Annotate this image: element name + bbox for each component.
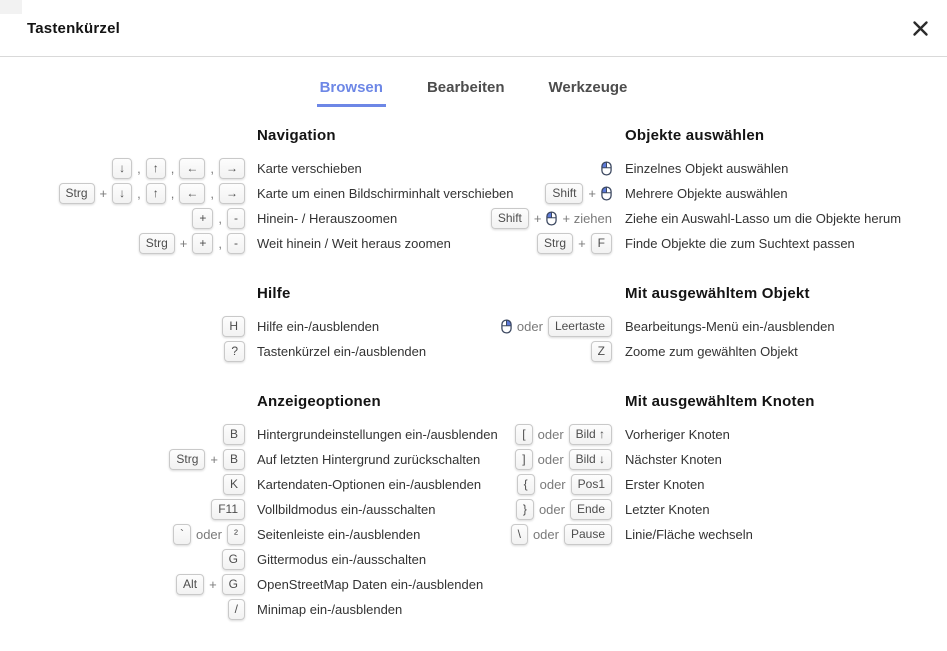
shortcut-keys — [0, 474, 245, 495]
shortcut-keys — [473, 524, 612, 545]
shortcut-description: Einzelnes Objekt auswählen — [625, 161, 789, 176]
shortcut-keys — [0, 424, 245, 445]
shortcut-keys — [0, 499, 245, 520]
tab-werkzeuge[interactable]: Werkzeuge — [545, 77, 630, 107]
section-title: Hilfe — [257, 285, 291, 302]
tab-bearbeiten[interactable]: Bearbeiten — [424, 77, 508, 107]
key-separator: , — [137, 186, 141, 201]
shortcut-keys — [473, 499, 612, 520]
key-separator: + — [578, 236, 586, 251]
shortcut-keys — [0, 183, 245, 204]
key-separator: , — [170, 186, 175, 201]
section-mit-ausgewaehltem-knoten — [473, 393, 947, 547]
shortcut-row — [0, 422, 498, 447]
keyboard-key: Z — [591, 341, 612, 362]
mouse-right-click-icon — [501, 319, 512, 334]
keyboard-key: - — [227, 208, 245, 229]
shortcut-description: Vorheriger Knoten — [625, 427, 730, 442]
tab-bar — [0, 57, 947, 107]
keyboard-key: / — [228, 599, 245, 620]
section-objekte-auswaehlen — [473, 127, 947, 256]
shortcut-keys — [0, 233, 245, 254]
key-separator: , — [170, 161, 175, 176]
shortcut-keys — [0, 341, 245, 362]
shortcut-row — [0, 314, 473, 339]
keyboard-key: → — [219, 158, 245, 179]
keyboard-key: [ — [515, 424, 532, 445]
shortcut-keys — [0, 158, 245, 179]
shortcut-description: Letzter Knoten — [625, 502, 710, 517]
section-title: Anzeigeoptionen — [257, 393, 381, 410]
shortcut-keys — [473, 341, 612, 362]
keyboard-key: ↓ — [112, 158, 132, 179]
keyboard-key: ] — [515, 449, 532, 470]
dialog-header — [0, 0, 947, 57]
shortcut-description: Hintergrundeinstellungen ein-/ausblenden — [257, 427, 498, 442]
shortcut-keys — [0, 599, 245, 620]
key-separator: + — [209, 577, 217, 592]
shortcut-description: Bearbeitungs-Menü ein-/ausblenden — [625, 319, 835, 334]
shortcut-row — [473, 497, 947, 522]
shortcut-description: Mehrere Objekte auswählen — [625, 186, 788, 201]
keyboard-key: Strg — [59, 183, 95, 204]
key-separator: , — [210, 186, 214, 201]
key-separator: oder — [538, 502, 565, 517]
keyboard-key: { — [517, 474, 535, 495]
keyboard-key: Pos1 — [571, 474, 612, 495]
keyboard-key: ← — [179, 183, 205, 204]
keyboard-key: Alt — [176, 574, 204, 595]
keyboard-key: ` — [173, 524, 191, 545]
shortcut-description: Zoome zum gewählten Objekt — [625, 344, 798, 359]
shortcut-row — [473, 447, 947, 472]
shortcut-description: Auf letzten Hintergrund zurückschalten — [257, 452, 481, 467]
shortcut-description: Karte verschieben — [257, 161, 362, 176]
mouse-left-click-icon — [601, 161, 612, 176]
shortcut-row — [473, 231, 947, 256]
shortcut-description: Erster Knoten — [625, 477, 705, 492]
screen-edge-artifact — [0, 0, 22, 14]
shortcut-keys — [0, 574, 245, 595]
keyboard-key: G — [222, 549, 245, 570]
section-title: Mit ausgewähltem Objekt — [625, 285, 810, 302]
key-separator: + — [179, 236, 188, 251]
key-separator: oder — [532, 527, 559, 542]
key-separator: , — [137, 161, 141, 176]
shortcut-description: Seitenleiste ein-/ausblenden — [257, 527, 421, 542]
keyboard-key: ↑ — [146, 158, 166, 179]
keyboard-key: Shift — [491, 208, 529, 229]
shortcut-row — [473, 339, 947, 364]
section-title: Navigation — [257, 127, 336, 144]
shortcut-description: Tastenkürzel ein-/ausblenden — [257, 344, 427, 359]
shortcut-row — [473, 206, 947, 231]
shortcut-description: Karte um einen Bildschirminhalt verschieben — [257, 186, 514, 201]
dialog-title: Tastenkürzel — [27, 19, 120, 37]
key-separator: oder — [195, 527, 222, 542]
shortcut-keys — [0, 549, 245, 570]
key-separator: + — [99, 186, 108, 201]
section-mit-ausgewaehltem-objekt — [473, 285, 947, 364]
shortcuts-content — [0, 107, 947, 651]
shortcut-row — [0, 472, 482, 497]
keyboard-key: \ — [511, 524, 528, 545]
shortcut-row — [0, 181, 514, 206]
tab-browsen[interactable]: Browsen — [317, 77, 386, 107]
keyboard-key: B — [223, 449, 245, 470]
keyboard-key: F — [591, 233, 612, 254]
shortcut-keys — [0, 524, 245, 545]
shortcut-row — [0, 156, 473, 181]
section-anzeigeoptionen — [0, 393, 498, 622]
keyboard-key: - — [227, 233, 245, 254]
keyboard-key: K — [223, 474, 245, 495]
shortcut-row — [0, 447, 481, 472]
key-separator: , — [218, 236, 222, 251]
keyboard-key: B — [223, 424, 245, 445]
section-title: Mit ausgewähltem Knoten — [625, 393, 815, 410]
shortcut-keys — [473, 474, 612, 495]
keyboard-key: } — [516, 499, 534, 520]
key-separator: + — [533, 211, 542, 226]
key-separator: + ziehen — [562, 211, 612, 226]
shortcut-description: Linie/Fläche wechseln — [625, 527, 753, 542]
shortcut-row — [0, 497, 473, 522]
mouse-left-click-icon — [601, 186, 612, 201]
shortcut-description: Finde Objekte die zum Suchtext passen — [625, 236, 855, 251]
shortcut-row — [473, 156, 947, 181]
keyboard-key: H — [222, 316, 245, 337]
shortcut-description: Weit hinein / Weit heraus zoomen — [257, 236, 451, 251]
keyboard-key: Leertaste — [548, 316, 612, 337]
section-hilfe — [0, 285, 473, 364]
keyboard-key: Ende — [570, 499, 612, 520]
shortcut-row — [473, 314, 947, 339]
shortcut-row — [473, 522, 947, 547]
keyboard-key: Bild ↑ — [569, 424, 612, 445]
key-separator: + — [210, 452, 218, 467]
keyboard-key: G — [222, 574, 245, 595]
keyboard-key: ² — [227, 524, 245, 545]
shortcut-row — [473, 422, 947, 447]
keyboard-key: F11 — [211, 499, 245, 520]
shortcut-row — [0, 206, 473, 231]
shortcut-description: Hilfe ein-/ausblenden — [257, 319, 380, 334]
keyboard-key: ↑ — [146, 183, 166, 204]
key-separator: oder — [539, 477, 566, 492]
keyboard-key: ↓ — [112, 183, 132, 204]
shortcut-row — [0, 339, 473, 364]
shortcut-keys — [0, 449, 245, 470]
shortcut-keys — [473, 316, 612, 337]
shortcut-keys — [0, 316, 245, 337]
key-separator: , — [218, 211, 222, 226]
keyboard-key: Strg — [139, 233, 175, 254]
key-separator: , — [210, 161, 214, 176]
shortcut-description: Hinein- / Herauszoomen — [257, 211, 398, 226]
keyboard-key: ← — [179, 158, 205, 179]
shortcut-description: Vollbildmodus ein-/ausschalten — [257, 502, 436, 517]
shortcut-description: Ziehe ein Auswahl-Lasso um die Objekte herum — [625, 211, 902, 226]
shortcuts-column-right — [473, 127, 947, 651]
shortcut-description: Nächster Knoten — [625, 452, 722, 467]
shortcut-description: Gittermodus ein-/ausschalten — [257, 552, 427, 567]
keyboard-key: Strg — [169, 449, 205, 470]
mouse-left-click-icon — [546, 211, 557, 226]
keyboard-key: ? — [224, 341, 245, 362]
shortcut-keys — [473, 208, 612, 229]
shortcut-row — [473, 181, 947, 206]
section-title: Objekte auswählen — [625, 127, 765, 144]
keyboard-key: Strg — [537, 233, 573, 254]
shortcut-description: Minimap ein-/ausblenden — [257, 602, 403, 617]
close-icon — [912, 20, 929, 37]
shortcut-keys — [473, 449, 612, 470]
keyboard-key: + — [192, 208, 213, 229]
shortcut-row — [0, 522, 473, 547]
shortcut-keys — [473, 183, 612, 204]
key-separator: oder — [537, 427, 564, 442]
shortcut-keys — [0, 208, 245, 229]
shortcut-keys — [473, 233, 612, 254]
key-separator: + — [588, 186, 596, 201]
shortcut-keys — [473, 424, 612, 445]
shortcut-row — [473, 472, 947, 497]
shortcut-row — [0, 572, 484, 597]
keyboard-key: → — [219, 183, 245, 204]
close-button[interactable] — [903, 11, 937, 45]
keyboard-key: Shift — [545, 183, 583, 204]
shortcut-keys — [473, 161, 612, 176]
shortcut-description: Kartendaten-Optionen ein-/ausblenden — [257, 477, 482, 492]
shortcut-row — [0, 231, 473, 256]
keyboard-key: + — [192, 233, 213, 254]
keyboard-key: Pause — [564, 524, 612, 545]
key-separator: oder — [537, 452, 564, 467]
key-separator: oder — [516, 319, 543, 334]
shortcut-description: OpenStreetMap Daten ein-/ausblenden — [257, 577, 484, 592]
keyboard-key: Bild ↓ — [569, 449, 612, 470]
shortcut-row — [0, 547, 473, 572]
shortcut-row — [0, 597, 473, 622]
